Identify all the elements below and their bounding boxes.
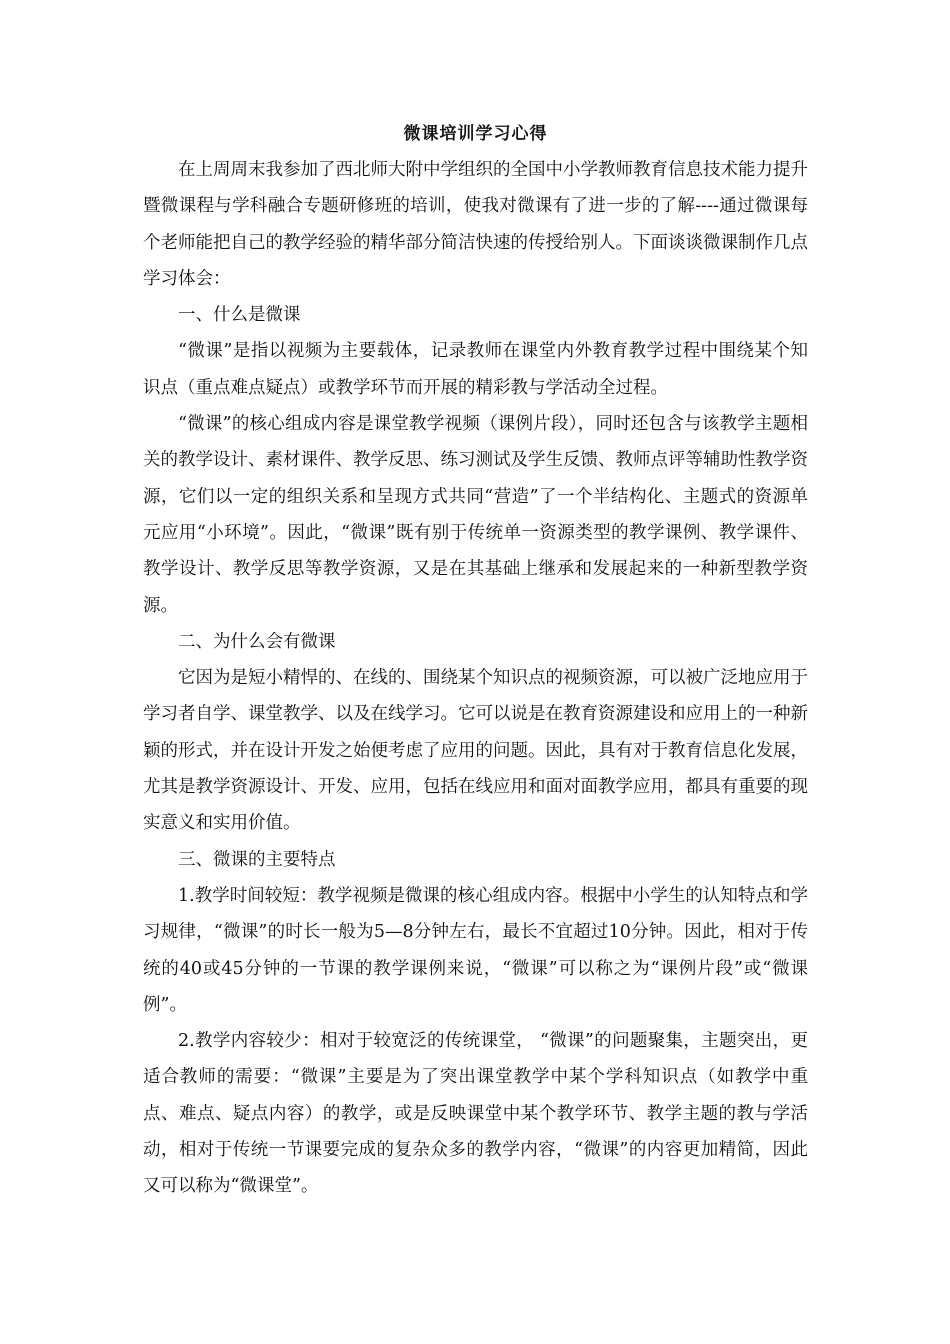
document-page [143, 122, 808, 1205]
section3-paragraph-2: 2.教学内容较少：相对于较宽泛的传统课堂， “微课”的问题聚集，主题突出，更适合教师的需要：“微课”主要是为了突出课堂教学中某个学科知识点（如教学中重点、难点、疑点内容）的教学，或是反映课堂中某个教学环节、教学主题的教与学活动，相对于传统一节课要完成的复杂众多的教学内容，“微课”的内容更加精简，因此又可以称为“微课堂”。 [143, 1031, 808, 1197]
document-title: 微课培训学习心得 [403, 124, 548, 144]
section1-paragraph-1: “微课”是指以视频为主要载体，记录教师在课堂内外教育教学过程中围绕某个知识点（重点难点疑点）或教学环节而开展的精彩教与学活动全过程。 [143, 341, 808, 398]
section3-paragraph-1: 1.教学时间较短：教学视频是微课的核心组成内容。根据中小学生的认知特点和学习规律，“微课”的时长一般为5—8分钟左右，最长不宜超过10分钟。因此，相对于传统的40或45分钟的一节课的教学课例来说，“微课”可以称之为“课例片段”或“微课例”。 [143, 885, 808, 1015]
intro-paragraph: 在上周周末我参加了西北师大附中学组织的全国中小学教师教育信息技术能力提升暨微课程与学科融合专题研修班的培训，使我对微课有了进一步的了解----通过微课每个老师能把自己的教学经验的精华部分简洁快速的传授给别人。下面谈谈微课制作几点学习体会： [143, 160, 808, 289]
section2-paragraph-1: 它因为是短小精悍的、在线的、围绕某个知识点的视频资源，可以被广泛地应用于学习者自学、课堂教学、以及在线学习。它可以说是在教育资源建设和应用上的一种新颖的形式，并在设计开发之始便考虑了应用的问题。因此，具有对于教育信息化发展，尤其是教学资源设计、开发、应用，包括在线应用和面对面教学应用，都具有重要的现实意义和实用价值。 [143, 668, 808, 834]
section1-paragraph-2: “微课”的核心组成内容是课堂教学视频（课例片段），同时还包含与该教学主题相关的教学设计、素材课件、教学反思、练习测试及学生反馈、教师点评等辅助性教学资源，它们以一定的组织关系和呈现方式共同“营造”了一个半结构化、主题式的资源单元应用“小环境”。因此，“微课”既有别于传统单一资源类型的教学课例、教学课件、教学设计、教学反思等教学资源，又是在其基础上继承和发展起来的一种新型教学资源。 [143, 414, 808, 616]
section-heading-main-features: 三、微课的主要特点 [178, 849, 336, 870]
section-heading-what-is-micro-lesson: 一、什么是微课 [178, 305, 301, 326]
section-heading-why-micro-lesson: 二、为什么会有微课 [178, 631, 336, 652]
